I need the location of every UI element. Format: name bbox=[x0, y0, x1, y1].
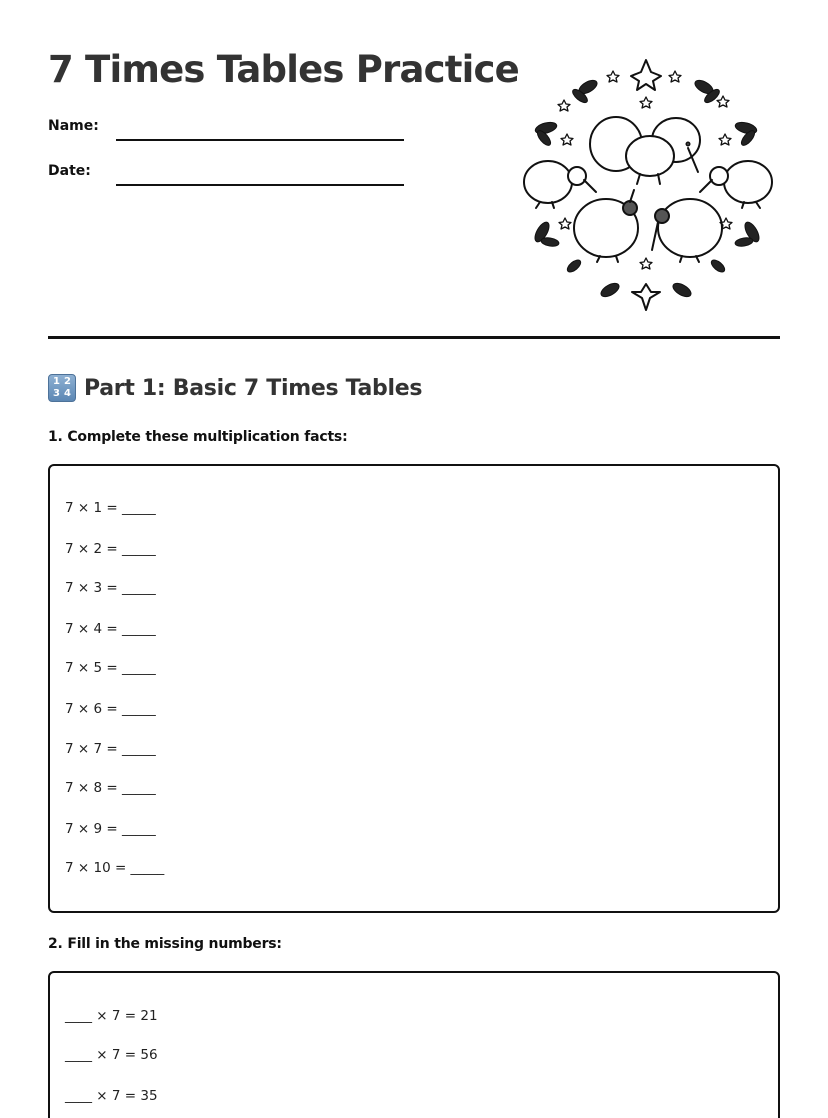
multiplication-fact[interactable]: 7 × 9 = _____ bbox=[65, 821, 156, 837]
question-2-prompt: 2. Fill in the missing numbers: bbox=[48, 936, 282, 952]
star-icon bbox=[632, 284, 660, 310]
input-numbers-icon: 1 2 3 4 bbox=[48, 374, 76, 402]
kiwi-bird-icon bbox=[652, 199, 722, 262]
answer-box-question-1 bbox=[48, 464, 780, 913]
question-1-prompt: 1. Complete these multiplication facts: bbox=[48, 429, 348, 445]
name-label: Name: bbox=[48, 118, 99, 134]
star-icon bbox=[631, 60, 661, 90]
missing-number-fact[interactable]: ____ × 7 = 21 bbox=[65, 1008, 158, 1024]
multiplication-fact[interactable]: 7 × 7 = _____ bbox=[65, 741, 156, 757]
multiplication-fact[interactable]: 7 × 3 = _____ bbox=[65, 580, 156, 596]
kiwi-wreath-illustration bbox=[520, 52, 778, 314]
name-blank-line bbox=[116, 139, 404, 141]
missing-number-fact[interactable]: ____ × 7 = 35 bbox=[65, 1088, 158, 1104]
header-divider bbox=[48, 336, 780, 339]
multiplication-fact[interactable]: 7 × 10 = _____ bbox=[65, 860, 165, 876]
multiplication-fact[interactable]: 7 × 1 = _____ bbox=[65, 500, 156, 516]
kiwi-bird-icon bbox=[524, 161, 596, 208]
date-blank-line bbox=[116, 184, 404, 186]
date-label: Date: bbox=[48, 163, 91, 179]
worksheet-page bbox=[48, 0, 780, 1104]
kiwi-bird-icon bbox=[574, 190, 638, 262]
section-title: Part 1: Basic 7 Times Tables bbox=[84, 375, 423, 401]
multiplication-fact[interactable]: 7 × 5 = _____ bbox=[65, 660, 156, 676]
kiwi-bird-icon bbox=[700, 161, 772, 208]
name-field-row bbox=[48, 116, 404, 136]
missing-number-fact[interactable]: ____ × 7 = 56 bbox=[65, 1047, 158, 1063]
date-field-row bbox=[48, 161, 404, 181]
multiplication-fact[interactable]: 7 × 6 = _____ bbox=[65, 701, 156, 717]
multiplication-fact[interactable]: 7 × 8 = _____ bbox=[65, 780, 156, 796]
page-title: 7 Times Tables Practice bbox=[48, 48, 519, 91]
kiwi-bird-icon bbox=[590, 117, 700, 184]
worksheet-header bbox=[48, 0, 780, 340]
section-heading-part1 bbox=[48, 374, 422, 402]
multiplication-fact[interactable]: 7 × 4 = _____ bbox=[65, 621, 156, 637]
answer-box-question-2 bbox=[48, 971, 780, 1118]
multiplication-fact[interactable]: 7 × 2 = _____ bbox=[65, 541, 156, 557]
